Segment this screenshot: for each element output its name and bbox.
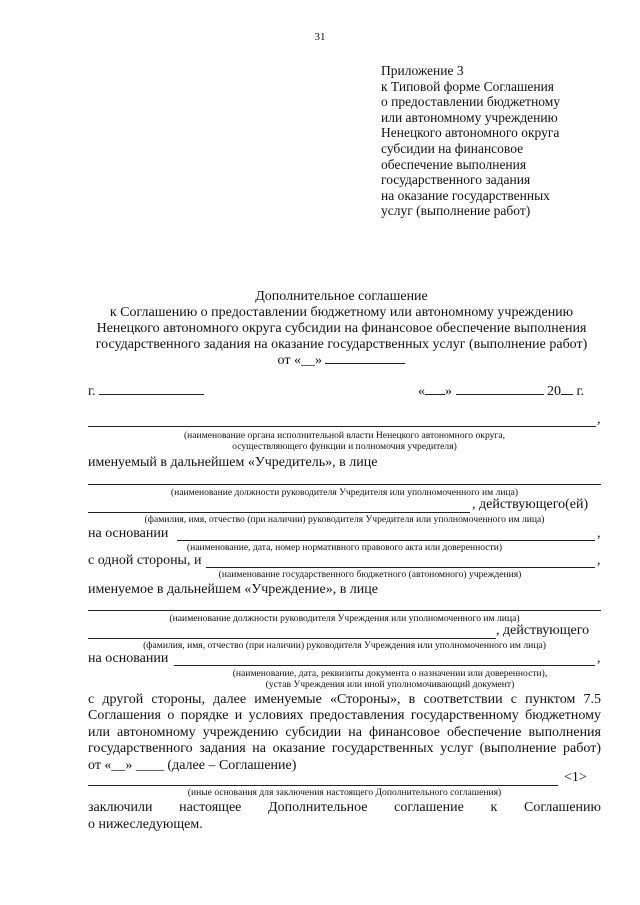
- city-label: г.: [88, 384, 96, 399]
- caption-inst-basis: (наименование, дата, реквизиты документа о назначении или доверенности),: [232, 668, 548, 679]
- title-line: государственного задания на оказание государственных услуг (выполнение работ): [95, 337, 588, 352]
- appendix-line: Ненецкого автономного округа: [381, 125, 560, 141]
- founder-fio-line: [88, 512, 470, 513]
- appendix-line: или автономному учреждению: [381, 109, 558, 125]
- page-number: 31: [314, 31, 326, 43]
- final-line: о нижеследующем.: [88, 817, 203, 832]
- caption-founder-org-2: осуществляющего функции и полномочия учредителя): [232, 441, 457, 452]
- founder-position-line: [88, 484, 601, 485]
- founder-basis-line: [177, 540, 595, 541]
- appendix-line: обеспечение выполнения: [381, 156, 527, 172]
- main-paragraph: [88, 692, 601, 774]
- acting: , действующего: [496, 623, 590, 638]
- month-blank: [456, 393, 544, 395]
- caption-other-basis: (иные основания для заключения настоящего Дополнительного соглашения): [187, 787, 502, 798]
- paragraph-line: государственного задания на оказание государственных услуг (выполнение работ): [88, 741, 601, 757]
- appendix-line: субсидии на финансовое: [381, 140, 524, 156]
- title-date-line: [60, 353, 623, 369]
- comma: ,: [597, 412, 601, 427]
- founder-org-line: [88, 426, 596, 427]
- document-title: [60, 289, 623, 369]
- date-quote-close: »: [445, 384, 452, 399]
- inst-fio-line: [88, 638, 496, 639]
- caption-founder-org: (наименование органа исполнительной власти Ненецкого автономного округа,: [183, 430, 506, 441]
- acting-fem: , действующего(ей): [472, 497, 589, 512]
- caption-inst-position: (наименование должности руководителя Учреждения или уполномоченного им лица): [169, 613, 520, 624]
- institution-named: именуемое в дальнейшем «Учреждение», в лице: [88, 582, 378, 597]
- year-prefix: 20: [547, 384, 561, 399]
- paragraph-last-line: от «__» ____ (далее – Соглашение): [88, 757, 297, 773]
- inst-position-line: [88, 610, 601, 611]
- appendix-line: на оказание государственных: [381, 187, 550, 203]
- inst-basis-line: [174, 665, 595, 666]
- comma: ,: [597, 651, 601, 666]
- city-blank: [99, 393, 204, 395]
- institution-line: [206, 567, 595, 568]
- day-blank: [425, 393, 445, 395]
- appendix-line: государственного задания: [381, 172, 531, 188]
- founder-named: именуемый в дальнейшем «Учредитель», в лице: [88, 455, 378, 470]
- year-suffix: г.: [576, 384, 585, 399]
- title-date-blank: [325, 362, 405, 364]
- caption-inst-fio: (фамилия, имя, отчество (при наличии) руководителя Учреждения или уполномоченного им лица): [143, 640, 546, 651]
- title-line: к Соглашению о предоставлении бюджетному или автономному учреждению: [109, 305, 574, 320]
- footnote-mark: <1>: [564, 770, 587, 785]
- one-side: с одной стороны, и: [88, 553, 202, 568]
- year-blank: [561, 393, 573, 395]
- paragraph-line: или автономному учреждению субсидии на финансовое обеспечение выполнения: [88, 724, 601, 740]
- comma: ,: [597, 553, 601, 568]
- caption-founder-basis: (наименование, дата, номер нормативного правового акта или доверенности): [186, 542, 503, 553]
- title-from-label: от «__»: [277, 353, 322, 368]
- title-line: Ненецкого автономного округа субсидии на финансовое обеспечение выполнения: [96, 321, 587, 336]
- on-basis-label: на основании: [88, 526, 169, 541]
- appendix-line: Приложение 3: [381, 63, 464, 78]
- paragraph-line: с другой стороны, далее именуемые «Стороны», в соответствии с пунктом 7.5: [88, 692, 601, 707]
- paragraph-line: Соглашения о порядке и условиях предоставления государственному бюджетному: [88, 708, 601, 724]
- comma: ,: [597, 526, 601, 541]
- appendix-header: [381, 63, 560, 219]
- other-basis-line: [88, 785, 558, 786]
- concluded-line: заключили настоящее Дополнительное соглашение к Соглашению: [88, 800, 601, 815]
- title-line: Дополнительное соглашение: [255, 289, 428, 304]
- date-quote-open: «: [418, 384, 425, 399]
- caption-founder-fio: (фамилия, имя, отчество (при наличии) руководителя Учредителя или уполномоченного им лица): [144, 514, 545, 525]
- place-date-row: [88, 384, 601, 400]
- caption-inst-basis-2: (устав Учреждения или иной уполномочивающий документ): [265, 679, 515, 690]
- caption-institution: (наименование государственного бюджетного (автономного) учреждения): [218, 569, 522, 580]
- appendix-line: услуг (выполнение работ): [381, 203, 531, 219]
- appendix-line: к Типовой форме Соглашения: [381, 78, 555, 94]
- caption-founder-position: (наименование должности руководителя Учредителя или уполномоченного им лица): [170, 487, 519, 498]
- date-group: [418, 384, 584, 400]
- appendix-line: о предоставлении бюджетному: [381, 94, 561, 110]
- on-basis-label: на основании: [88, 651, 169, 666]
